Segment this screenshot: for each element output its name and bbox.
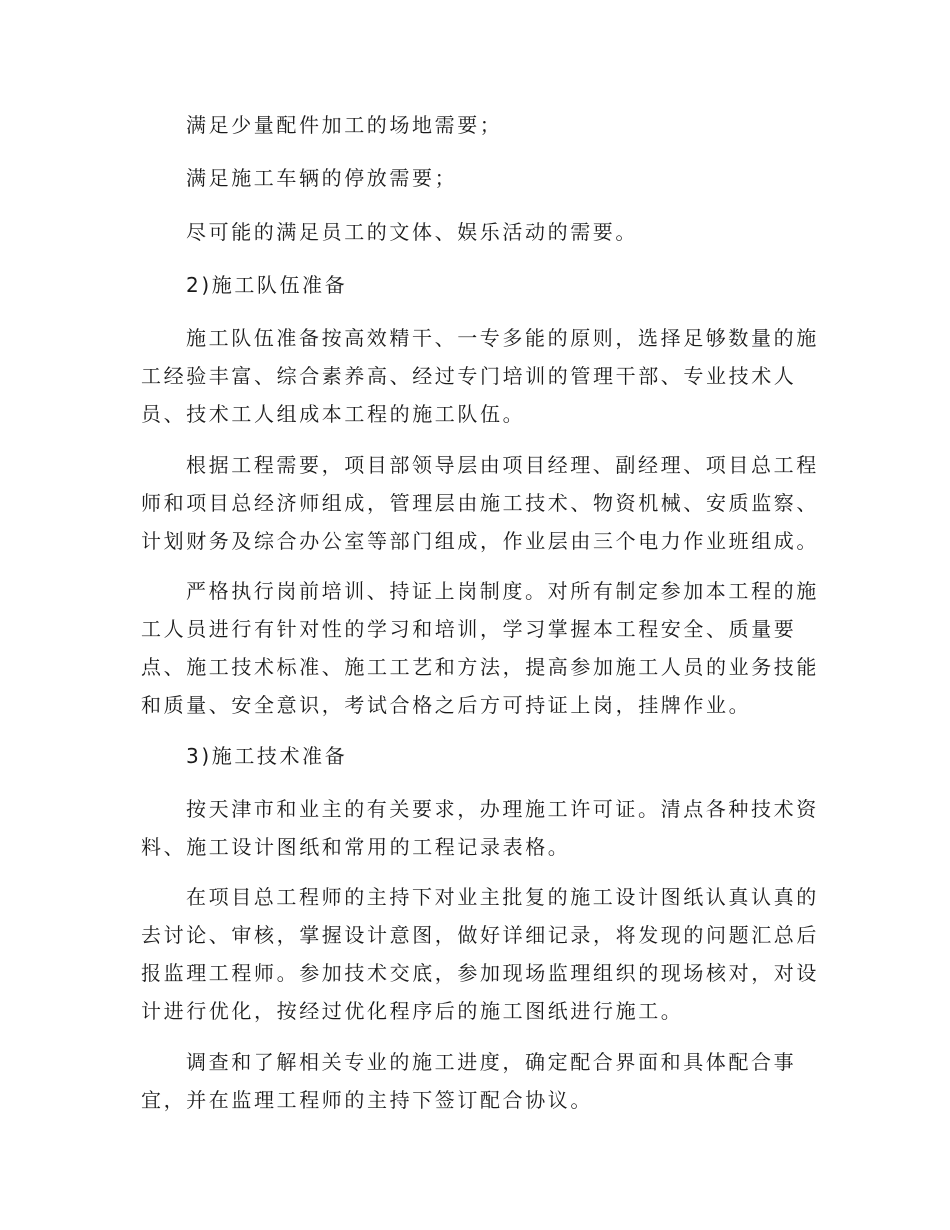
text-line: 调查和了解相关专业的施工进度，确定配合界面和具体配合事 <box>186 1050 797 1074</box>
text-line: 宜，并在监理工程师的主持下签订配合协议。 <box>141 1088 593 1112</box>
text-line: 根据工程需要，项目部领导层由项目经理、副经理、项目总工程 <box>186 453 819 477</box>
text-line: 点、施工技术标准、施工工艺和方法，提高参加施工人员的业务技能 <box>141 655 819 679</box>
text-line: 员、技术工人组成本工程的施工队伍。 <box>141 402 526 426</box>
text-line: 在项目总工程师的主持下对业主批复的施工设计图纸认真认真的 <box>186 885 819 909</box>
text-line: 工经验丰富、综合素养高、经过专门培训的管理干部、专业技术人 <box>141 364 797 388</box>
text-line: 去讨论、审核，掌握设计意图，做好详细记录，将发现的问题汇总后 <box>141 923 819 947</box>
text-line: 计进行优化，按经过优化程序后的施工图纸进行施工。 <box>141 999 684 1023</box>
text-line: 和质量、安全意识，考试合格之后方可持证上岗，挂牌作业。 <box>141 693 752 717</box>
text-line: 尽可能的满足员工的文体、娱乐活动的需要。 <box>186 220 638 244</box>
paragraph <box>141 790 819 866</box>
text-line: 满足少量配件加工的场地需要； <box>186 113 503 137</box>
section-heading <box>141 266 801 304</box>
section-heading <box>141 737 801 775</box>
text-line: 工人员进行有针对性的学习和培训，学习掌握本工程安全、质量要 <box>141 617 797 641</box>
paragraph <box>141 1043 801 1119</box>
text-line: 施工队伍准备按高效精干、一专多能的原则，选择足够数量的施 <box>186 326 819 350</box>
paragraph <box>141 319 819 433</box>
paragraph <box>141 446 819 560</box>
heading-text: 3)施工技术准备 <box>186 744 348 768</box>
heading-text: 2)施工队伍准备 <box>186 273 348 297</box>
paragraph <box>141 572 819 724</box>
text-line: 计划财务及综合办公室等部门组成，作业层由三个电力作业班组成。 <box>141 529 819 553</box>
paragraph <box>141 106 801 144</box>
text-line: 师和项目总经济师组成，管理层由施工技术、物资机械、安质监察、 <box>141 491 819 515</box>
paragraph <box>141 159 801 197</box>
text-line: 满足施工车辆的停放需要； <box>186 166 458 190</box>
text-line: 报监理工程师。参加技术交底，参加现场监理组织的现场核对，对设 <box>141 961 819 985</box>
text-line: 料、施工设计图纸和常用的工程记录表格。 <box>141 835 571 859</box>
paragraph <box>141 878 819 1030</box>
paragraph <box>141 213 801 251</box>
text-line: 按天津市和业主的有关要求，办理施工许可证。清点各种技术资 <box>186 797 819 821</box>
text-line: 严格执行岗前培训、持证上岗制度。对所有制定参加本工程的施 <box>186 579 819 603</box>
